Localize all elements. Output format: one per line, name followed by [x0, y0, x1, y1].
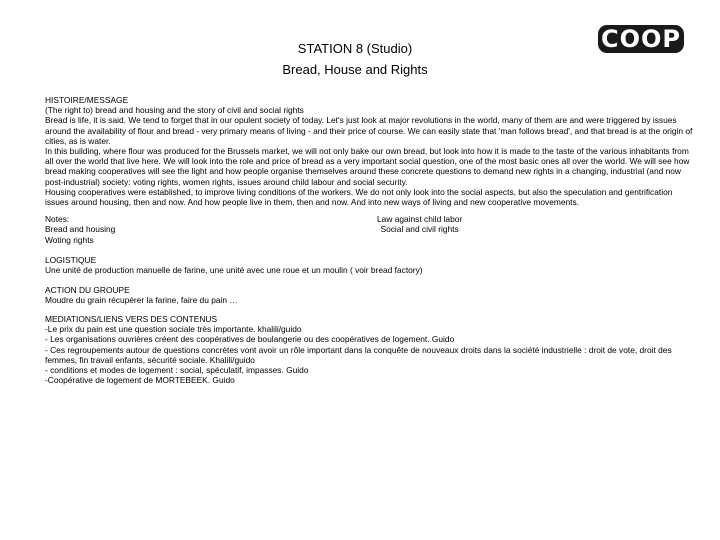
histoire-paragraph-2: In this building, where flour was produced for the Brussels market, we will not only bake our own bread, but look into how it is made to the taste of the various inhabitants from all over the world that live here. We will look into the role and price of bread as a very important social question, one of the most basic ones all over the world. We will see how bread making cooperatives will see the light and how people organise themselves around these concrete questions to demand new rights in a changing, industrial (and now post-industrial) society: voting rights, women rights, issues around child labour and social security. [45, 146, 690, 187]
action-heading: ACTION DU GROUPE [45, 284, 130, 295]
notes-heading: Notes: [45, 214, 70, 225]
action-text: Moudre du grain récupérer la farine, faire du pain … [45, 294, 238, 305]
notes-left-column [45, 214, 115, 245]
note-item: Law against child labor [377, 214, 463, 225]
histoire-paragraph-1: Bread is life, it is said. We tend to forget that in our opulent society of today. Let's just look at major revolutions in the world, many of them are and were triggered by issues around the availability of flour and bread - very primary means of living - and their price of course. We can easily state that 'man follows bread', and that bread is at the origin of cities, as is water. [45, 115, 693, 146]
mediation-item: -Le prix du pain est une question sociale très importante. khalili/guido [45, 324, 302, 335]
note-item: Social and civil rights [380, 224, 459, 235]
histoire-paragraph-3: Housing cooperatives were established, to improve living conditions of the workers. We do not only look into the social aspects, but also the speculation and gentrification issues around housing, then and now. And how people live in them, then and now. And into new ways of living and new cooperative movements. [45, 186, 673, 208]
histoire-section [45, 95, 695, 207]
action-section [45, 285, 695, 305]
document-body [45, 95, 695, 385]
notes-right-column [377, 214, 462, 234]
mediation-item: - conditions et modes de logement : social, spéculatif, impasses. Guido [45, 365, 309, 376]
histoire-heading: HISTOIRE/MESSAGE [45, 95, 129, 105]
notes-section [45, 214, 695, 246]
title-line-topic: Bread, House and Rights [282, 62, 428, 77]
logistique-section [45, 255, 695, 275]
note-item: Woting rights [45, 234, 94, 245]
mediation-item: -Coopérative de logement de MORTEBEEK. Guido [45, 375, 235, 386]
mediations-heading: MEDIATIONS/LIENS VERS DES CONTENUS [45, 314, 218, 325]
title-line-station: STATION 8 (Studio) [297, 41, 413, 56]
mediation-item: - Ces regroupements autour de questions concrètes vont avoir un rôle important dans la conquête de nouveaux droits dans la société industrielle : droit de vote, droit des femmes, fin travail enfants, sécurité sociale. Khalili/guido [45, 344, 672, 365]
logistique-heading: LOGISTIQUE [45, 255, 97, 266]
logistique-text: Une unité de production manuelle de farine, une unité avec une roue et un moulin ( voir bread factory) [45, 265, 423, 276]
mediation-item: - Les organisations ouvrières créent des coopératives de boulangerie ou des coopératives de logement. Guido [45, 334, 455, 345]
mediations-section [45, 314, 695, 385]
page-title [160, 38, 550, 80]
histoire-subtitle: (The right to) bread and housing and the story of civil and social rights [45, 105, 304, 116]
coop-logo: COOP [598, 25, 684, 53]
note-item: Bread and housing [45, 224, 116, 235]
